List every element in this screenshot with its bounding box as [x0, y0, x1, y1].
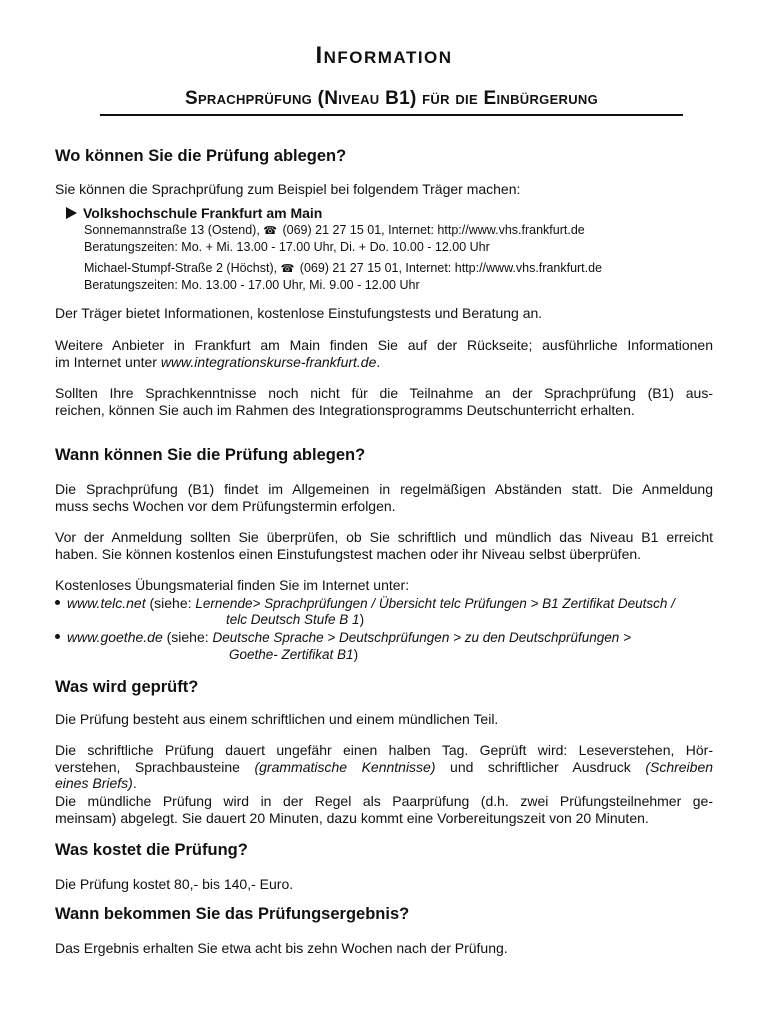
bullet-icon: [55, 600, 60, 605]
provider-item: [66, 205, 322, 221]
telc-close-paren: ): [359, 612, 365, 627]
goethe-path: Deutsche Sprache > Deutschprüfungen > zu den Deutschprüfungen >: [212, 630, 631, 645]
section3-p3-line2: meinsam) abgelegt. Sie dauert 20 Minuten, dazu kommt eine Vorbereitungszeit von 20 Minuten.: [55, 809, 649, 826]
page-subtitle: Sprachprüfung (Niveau B1) für die Einbürgerung: [100, 88, 683, 116]
section3-p2-text-b: und schriftlicher Ausdruck: [450, 758, 631, 775]
bullet-icon: [55, 634, 60, 639]
section2-p2-line2: haben. Sie können kostenlos einen Einstufungstest machen oder ihr Niveau selbst überprüfen.: [55, 545, 642, 562]
goethe-see-label: (siehe:: [166, 629, 209, 645]
section-heading-when: Wann können Sie die Prüfung ablegen?: [55, 446, 366, 464]
section3-p2-text-a: verstehen, Sprachbausteine: [55, 758, 240, 775]
telc-path-continued: [226, 612, 364, 627]
location2-hours: Beratungszeiten: Mo. 13.00 - 17.00 Uhr, Mi. 9.00 - 12.00 Uhr: [84, 277, 420, 292]
section3-p2-italic1: (grammatische Kenntnisse): [254, 758, 436, 775]
section1-paragraph3: [55, 385, 713, 418]
goethe-path-continued: [229, 647, 358, 662]
list-item-goethe: [55, 629, 631, 646]
location2-phone: (069) 21 27 15 01, Internet: http://www.vhs.frankfurt.de: [299, 261, 603, 275]
section2-p2-line1: Vor der Anmeldung sollten Sie überprüfen, ob Sie schriftlich und mündlich das Niveau B1 erreicht: [55, 529, 713, 545]
section2-p1-line1: Die Sprachprüfung (B1) findet im Allgemeinen in regelmäßigen Abständen statt. Die Anmeldung: [55, 481, 713, 497]
section1-p2-period: .: [376, 353, 381, 370]
telc-link[interactable]: www.telc.net: [67, 595, 146, 611]
goethe-link[interactable]: www.goethe.de: [67, 629, 163, 645]
integrationskurse-link[interactable]: www.integrationskurse-frankfurt.de: [160, 353, 377, 370]
list-item-telc: [55, 595, 675, 612]
page-title: Information: [315, 42, 453, 69]
section3-paragraph1: Die Prüfung besteht aus einem schriftlichen und einem mündlichen Teil.: [55, 711, 499, 727]
telephone-icon: ☎: [263, 225, 277, 237]
section-heading-result: Wann bekommen Sie das Prüfungsergebnis?: [55, 905, 410, 923]
section1-p2-line2-text: im Internet unter: [55, 353, 157, 370]
section-heading-what: Was wird geprüft?: [55, 678, 199, 696]
telc-path-line2: telc Deutsch Stufe B 1: [226, 612, 360, 627]
section2-p1-line2: muss sechs Wochen vor dem Prüfungstermin erfolgen.: [55, 497, 396, 514]
location1-hours: Beratungszeiten: Mo. + Mi. 13.00 - 17.00 Uhr, Di. + Do. 10.00 - 12.00 Uhr: [84, 239, 490, 254]
section3-p2-line2: [55, 759, 713, 776]
location1-phone: (069) 21 27 15 01, Internet: http://www.vhs.frankfurt.de: [282, 223, 585, 237]
section3-p3-line1: Die mündliche Prüfung wird in der Regel als Paarprüfung (d.h. zwei Prüfungsteilnehmer ge-: [55, 793, 713, 809]
telc-path: Lernende> Sprachprüfungen / Übersicht telc Prüfungen > B1 Zertifikat Deutsch /: [195, 596, 675, 611]
location1: [84, 223, 585, 255]
section1-paragraph1: Der Träger bietet Informationen, kostenlose Einstufungstests und Beratung an.: [55, 305, 543, 321]
section3-p2-line1: Die schriftliche Prüfung dauert ungefähr einen halben Tag. Geprüft wird: Leseverstehen, Hör-: [55, 742, 713, 758]
section3-p2-italic2: (Schreiben: [645, 758, 714, 775]
section1-p2-line1: Weitere Anbieter in Frankfurt am Main finden Sie auf der Rückseite; ausführliche Informationen: [55, 337, 713, 353]
section3-p2-line3: [55, 775, 713, 792]
location1-address: Sonnemannstraße 13 (Ostend),: [84, 223, 260, 237]
section5-paragraph1: Das Ergebnis erhalten Sie etwa acht bis zehn Wochen nach der Prüfung.: [55, 940, 508, 956]
goethe-path-line2: Goethe- Zertifikat B1: [229, 647, 354, 662]
arrow-right-icon: [66, 207, 77, 219]
section1-intro: Sie können die Sprachprüfung zum Beispiel bei folgendem Träger machen:: [55, 181, 521, 197]
section1-paragraph2: [55, 337, 713, 370]
section3-paragraph2: [55, 742, 713, 792]
section1-p3-line1: Sollten Ihre Sprachkenntnisse noch nicht für die Teilnahme an der Sprachprüfung (B1) aus-: [55, 385, 713, 401]
section4-paragraph1: Die Prüfung kostet 80,- bis 140,- Euro.: [55, 876, 294, 892]
section-heading-cost: Was kostet die Prüfung?: [55, 841, 248, 859]
telephone-icon: ☎: [280, 263, 295, 275]
section3-paragraph3: [55, 793, 713, 826]
location2: [84, 261, 602, 293]
section2-paragraph2: [55, 529, 713, 562]
section3-p2-italic3: eines Briefs): [55, 775, 133, 791]
section2-paragraph3: Kostenloses Übungsmaterial finden Sie im Internet unter:: [55, 577, 410, 593]
section1-p3-line2: reichen, können Sie auch im Rahmen des Integrationsprogramms Deutschunterricht erhalten.: [55, 401, 635, 418]
location2-address: Michael-Stumpf-Straße 2 (Höchst),: [84, 261, 278, 275]
goethe-close-paren: ): [353, 647, 359, 662]
provider-name: Volkshochschule Frankfurt am Main: [83, 205, 323, 221]
section-heading-where: Wo können Sie die Prüfung ablegen?: [55, 147, 347, 165]
section2-paragraph1: [55, 481, 713, 514]
section3-p2-period: .: [132, 775, 137, 791]
telc-see-label: (siehe:: [149, 595, 192, 611]
